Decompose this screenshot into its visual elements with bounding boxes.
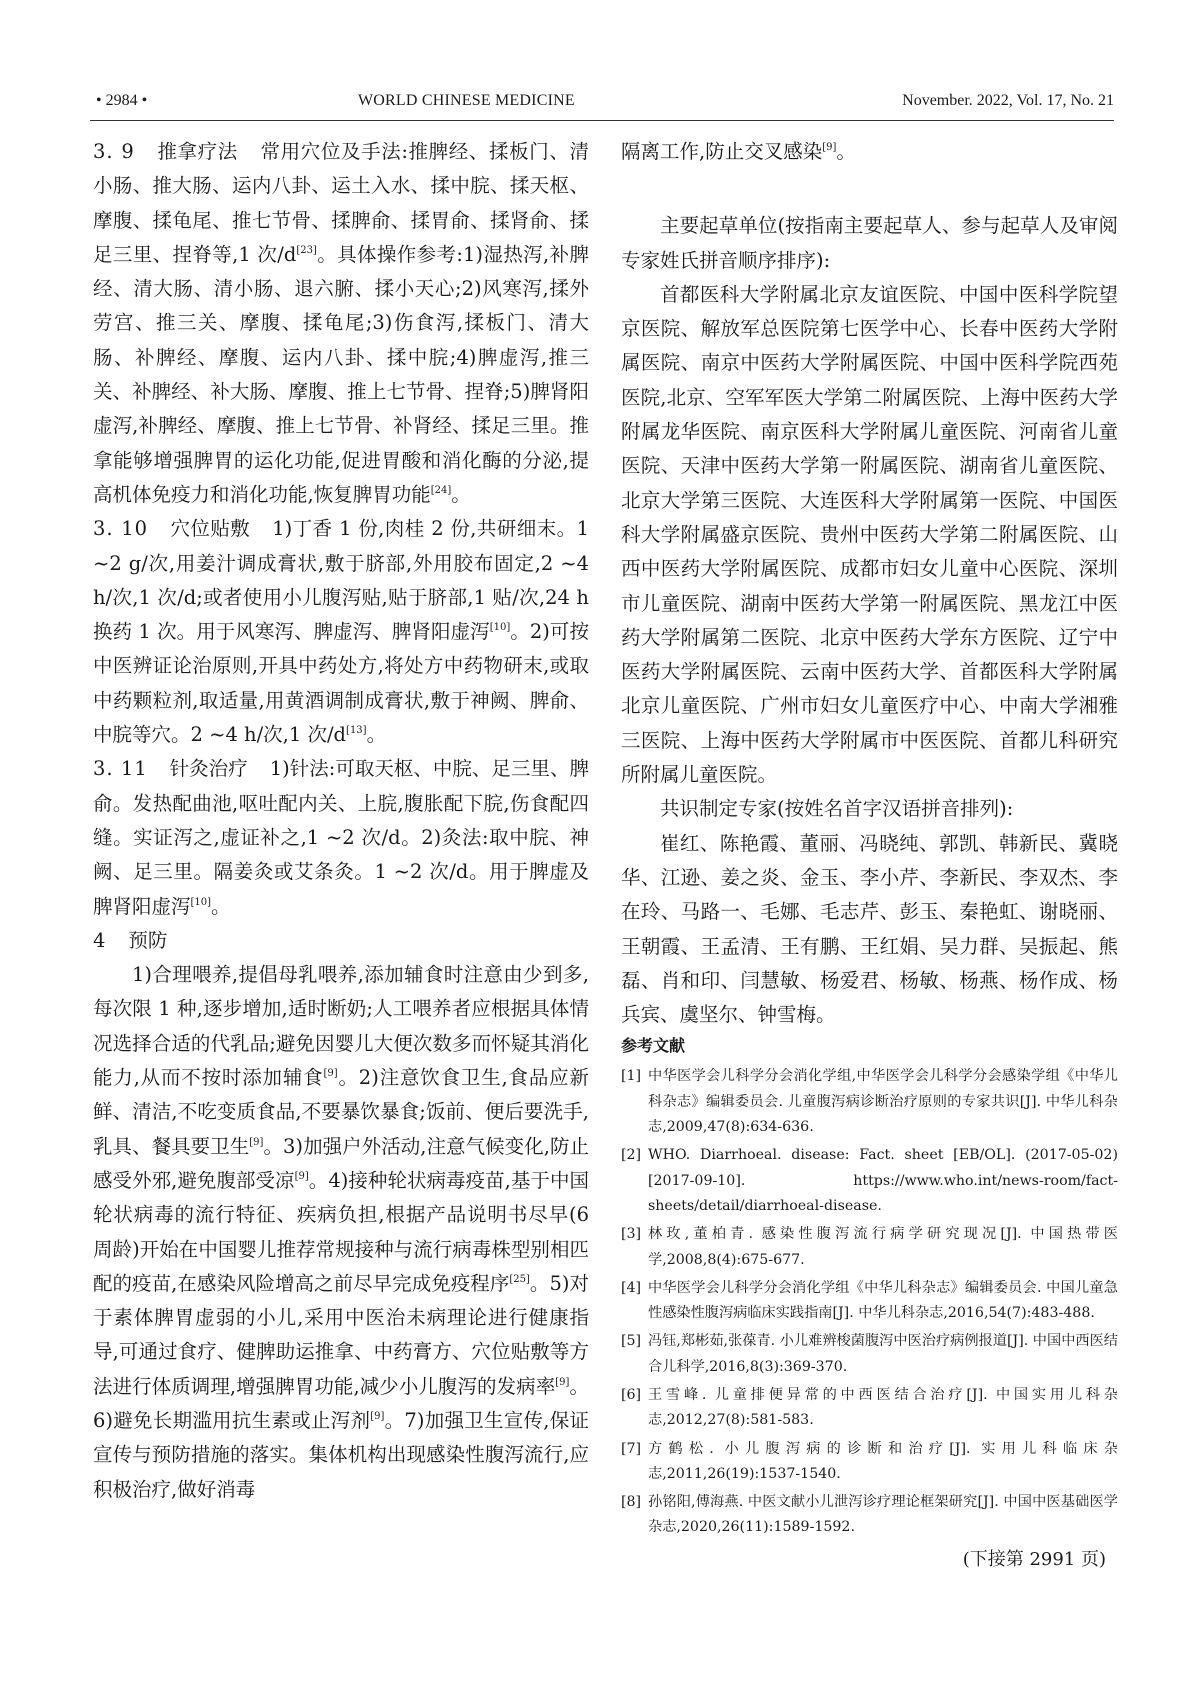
citation: [24] — [430, 484, 452, 496]
spacer — [621, 169, 1118, 209]
reference-item — [621, 1143, 1118, 1219]
paragraph-text: 。 — [836, 140, 856, 163]
citation: [9] — [822, 142, 837, 153]
reference-text: 冯钰,郑彬茹,张葆青. 小儿难辨梭菌腹泻中医治疗病例报道[J]. 中国中西医结合儿科学,2016,8(3):369-370. — [648, 1333, 1118, 1375]
section-title: 穴位贴敷 — [170, 517, 251, 541]
reference-number: [6] — [621, 1386, 642, 1403]
reference-number: [5] — [621, 1333, 642, 1350]
paragraph-text: 。 — [211, 894, 231, 918]
reference-number: [3] — [621, 1226, 642, 1243]
journal-name: WORLD CHINESE MEDICINE — [358, 92, 575, 109]
paragraph-text: 。具体操作参考:1)湿热泻,补脾经、清大肠、清小肠、退六腑、揉小天心;2)风寒泻,揉外劳宫、推三关、摩腹、揉龟尾;3)伤食泻,揉板门、清大肠、补脾经、摩腹、运内八卦、揉中脘;4)脾虚泻,推三关、补脾经、补大肠、摩腹、推上七节骨、捏脊;5)脾肾阳虚泻,补脾经、摩腹、推上七节骨、补肾经、揉足三里。推拿能够增强脾胃的运化功能,促进胃酸和消化酶的分泌,提高机体免疫力和消化功能,恢复脾胃功能 — [93, 242, 589, 506]
section-3-10 — [93, 512, 589, 752]
reference-text: 方鹤松. 小儿腹泻病的诊断和治疗[J]. 实用儿科临床杂志,2011,26(19):1537-1540. — [648, 1440, 1118, 1482]
section-number: 3. 10 — [93, 517, 149, 541]
running-header — [96, 92, 1114, 118]
paragraph-text: 1)合理喂养,提倡母乳喂养,添加辅食时注意由少到多,每次限 1 种,逐步增加,适时断奶;人工喂养者应根据具体情况选择合适的代乳品;避免因婴儿大便次数多而怀疑其消化能力,从而不按时添加辅食 — [93, 963, 589, 1090]
section-number: 4 — [93, 928, 107, 952]
references-title: 参考文献 — [621, 1036, 686, 1056]
section-title: 针灸治疗 — [169, 757, 248, 781]
header-rule — [90, 120, 1114, 121]
reference-item — [621, 1383, 1118, 1434]
paragraph-text: 。 — [451, 482, 471, 506]
continued-on-note: (下接第 2991 页) — [962, 1548, 1106, 1570]
reference-number: [8] — [621, 1494, 642, 1511]
citation: [9] — [555, 1376, 570, 1388]
right-column — [621, 135, 1118, 1575]
paragraph-text: 。4)接种轮状病毒疫苗,基于中国轮状病毒的流行特征、疾病负担,根据产品说明书尽早(6 周龄)开始在中国婴儿推荐常规接种与流行病毒株型别相匹配的疫苗,在感染风险增高之前尽早完成免疫程序 — [93, 1168, 590, 1295]
citation: [9] — [323, 1068, 338, 1080]
reference-number: [4] — [621, 1279, 642, 1296]
reference-item — [621, 1222, 1118, 1273]
issue-info: November. 2022, Vol. 17, No. 21 — [902, 92, 1114, 109]
section-4-heading — [93, 924, 589, 958]
section-number: 3. 11 — [93, 757, 148, 781]
citation: [9] — [370, 1410, 385, 1422]
reference-text: WHO. Diarrhoeal. disease: Fact. sheet [EB/OL]. (2017-05-02)[2017-09-10]. https://www.who.int/news-room/fact-sheets/detail/diarrhoeal-disease. — [648, 1147, 1118, 1214]
reference-number: [2] — [621, 1147, 642, 1164]
citation: [25] — [509, 1273, 530, 1285]
section-3-11 — [93, 752, 589, 923]
paragraph-text: 。3)加强户外活动,注意气候变化,防止感受外邪,避免腹部受凉 — [93, 1134, 589, 1192]
reference-text: 中华医学会儿科学分会消化学组《中华儿科杂志》编辑委员会. 中国儿童急性感染性腹泻病临床实践指南[J]. 中华儿科杂志,2016,54(7):483-488. — [648, 1279, 1118, 1322]
paragraph-text: 。5)对于素体脾胃虚弱的小儿,采用中医治未病理论进行健康指导,可通过食疗、健脾助运推拿、中药膏方、穴位贴敷等方法进行体质调理,增强脾胃功能,减少小儿腹泻的发病率 — [93, 1271, 589, 1398]
page-number: • 2984 • — [96, 92, 148, 109]
paragraph-text: 。6)避免长期滥用抗生素或止泻剂 — [93, 1374, 589, 1432]
reference-item — [621, 1490, 1118, 1541]
citation: [10] — [489, 622, 511, 634]
reference-item — [621, 1064, 1118, 1140]
reference-number: [1] — [621, 1068, 642, 1085]
paragraph-text: 1)丁香 1 份,肉桂 2 份,共研细末。1 ~2 g/次,用姜汁调成膏状,敷于脐部,外用胶布固定,2 ~4 h/次,1 次/d;或者使用小儿腹泻贴,贴于脐部,1 贴/次,24 h 换药 1 次。用于风寒泻、脾虚泻、脾肾阳虚泻 — [93, 517, 589, 644]
reference-item — [621, 1276, 1118, 1327]
citation: [10] — [190, 896, 212, 908]
paragraph-text: 。2)可按中医辨证论治原则,开具中药处方,将处方中药物研末,或取中药颗粒剂,取适量,用黄酒调制成膏状,敷于神阙、脾俞、中脘等穴。2 ~4 h/次,1 次/d — [93, 620, 589, 747]
reference-item — [621, 1437, 1118, 1488]
experts-list: 崔红、陈艳霞、董丽、冯晓纯、郭凯、韩新民、冀晓华、江逊、姜之炎、金玉、李小芹、李新民、李双杰、李在玲、马路一、毛娜、毛志芹、彭玉、秦艳虹、谢晓丽、王朝霞、王孟清、王有鹏、王红娟、吴力群、吴振起、熊磊、肖和印、闫慧敏、杨爱君、杨敏、杨燕、杨作成、杨兵宾、虞坚尔、钟雪梅。 — [621, 831, 1118, 1027]
paragraph-text: 1)针法:可取天枢、中脘、足三里、脾俞。发热配曲池,呕吐配内关、上脘,腹胀配下脘,伤食配四缝。实证泻之,虚证补之,1 ~2 次/d。2)灸法:取中脘、神阙、足三里。隔姜灸或艾条灸。1 ~2 次/d。用于脾虚及脾肾阳虚泻 — [93, 757, 589, 918]
experts-heading: 共识制定专家(按姓名首字汉语拼音排列): — [660, 797, 1014, 821]
paragraph-text: 常用穴位及手法:推脾经、揉板门、清小肠、推大肠、运内八卦、运土入水、揉中脘、揉天枢、摩腹、揉龟尾、推七节骨、揉脾俞、揉胃俞、揉肾俞、揉足三里、捏脊等,1 次/d — [93, 140, 589, 266]
reference-item — [621, 1329, 1118, 1380]
citation: [23] — [296, 244, 317, 256]
reference-list — [621, 1064, 1118, 1540]
reference-text: 王雪峰. 儿童排便异常的中西医结合治疗[J]. 中国实用儿科杂志,2012,27(8):581-583. — [648, 1386, 1118, 1429]
reference-text: 林玫,董柏青. 感染性腹泻流行病学研究现况[J]. 中国热带医学,2008,8(4):675-677. — [648, 1226, 1118, 1268]
section-title: 推拿疗法 — [156, 140, 238, 163]
drafting-units-list: 首都医科大学附属北京友谊医院、中国中医科学院望京医院、解放军总医院第七医学中心、长春中医药大学附属医院、南京中医药大学附属医院、中国中医科学院西苑医院,北京、空军军医大学第二附属医院、上海中医药大学附属龙华医院、南京医科大学附属儿童医院、河南省儿童医院、天津中医药大学第一附属医院、湖南省儿童医院、北京大学第三医院、大连医科大学附属第一医院、中国医科大学附属盛京医院、贵州中医药大学第二附属医院、山西中医药大学附属医院、成都市妇女儿童中心医院、深圳市儿童医院、湖南中医药大学第一附属医院、黑龙江中医药大学附属第二医院、北京中医药大学东方医院、辽宁中医药大学附属医院、云南中医药大学、首都医科大学附属北京儿童医院、广州市妇女儿童医疗中心、中南大学湘雅三医院、上海中医药大学附属市中医医院、首都儿科研究所附属儿童医院。 — [621, 282, 1118, 787]
section-number: 3. 9 — [93, 140, 135, 163]
reference-text: 孙铭阳,傅海燕. 中医文献小儿泄泻诊疗理论框架研究[J]. 中国中医基础医学杂志,2020,26(11):1589-1592. — [648, 1494, 1118, 1536]
section-3-9 — [93, 135, 589, 512]
paragraph-text: 。7)加强卫生宣传,保证宣传与预防措施的落实。集体机构出现感染性腹泻流行,应积极治疗,做好消毒 — [93, 1408, 590, 1501]
citation: [9] — [294, 1170, 309, 1182]
citation: [9] — [249, 1136, 264, 1148]
reference-number: [7] — [621, 1440, 642, 1457]
continued-paragraph — [621, 135, 1118, 169]
paragraph-text: 隔离工作,防止交叉感染 — [621, 140, 823, 163]
citation: [13] — [346, 725, 367, 737]
section-4-body — [93, 958, 589, 1507]
paragraph-text: 。2)注意饮食卫生,食品应新鲜、清洁,不吃变质食品,不要暴饮暴食;饭前、便后要洗手,乳具、餐具要卫生 — [93, 1066, 589, 1158]
drafting-units-heading: 主要起草单位(按指南主要起草人、参与起草人及审阅专家姓氏拼音顺序排序): — [621, 214, 1118, 272]
paragraph-text: 。 — [366, 723, 387, 747]
left-column — [93, 135, 589, 1507]
reference-text: 中华医学会儿科学分会消化学组,中华医学会儿科学分会感染学组《中华儿科杂志》编辑委员会. 儿童腹泻病诊断治疗原则的专家共识[J]. 中华儿科杂志,2009,47(8):634-636. — [648, 1068, 1118, 1136]
section-title: 预防 — [128, 928, 168, 952]
